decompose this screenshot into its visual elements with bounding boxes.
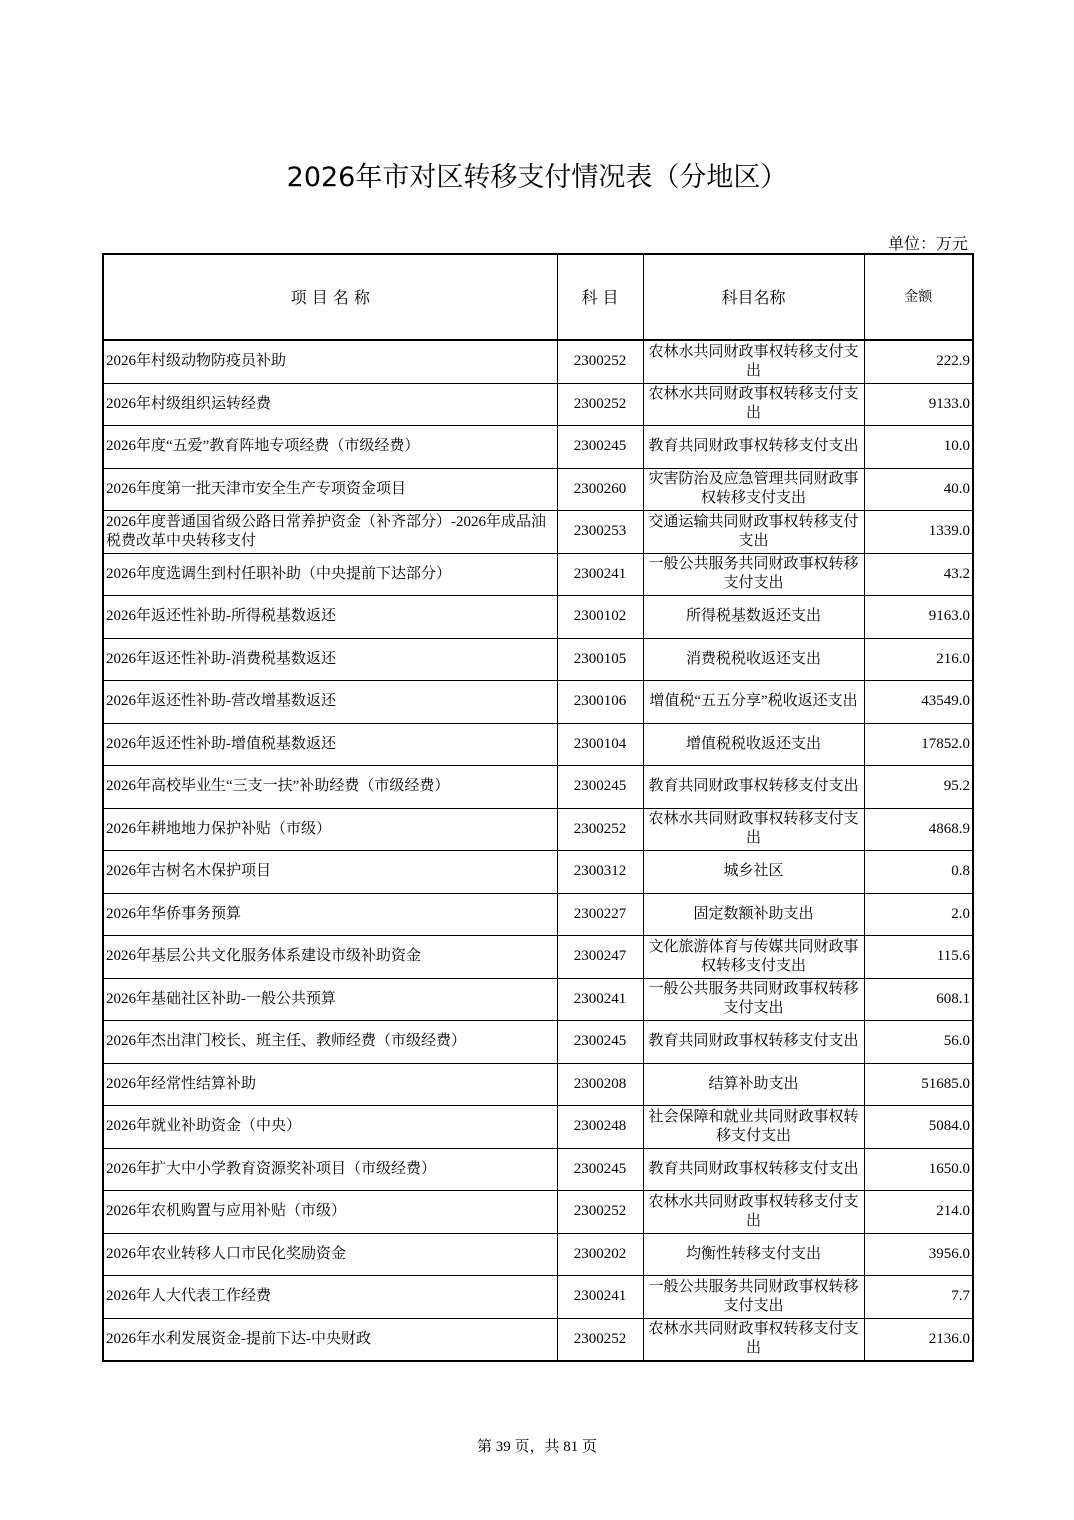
subject-code-cell: 2300245 — [557, 426, 643, 469]
subject-name-cell: 城乡社区 — [643, 851, 864, 894]
amount-cell: 2136.0 — [864, 1318, 973, 1361]
unit-label: 单位：万元 — [887, 236, 968, 253]
project-name-cell: 2026年度普通国省级公路日常养护资金（补齐部分）-2026年成品油税费改革中央转移支付 — [103, 511, 557, 554]
table-row — [103, 1233, 973, 1276]
subject-code-cell: 2300252 — [557, 1318, 643, 1361]
subject-name-cell: 农林水共同财政事权转移支付支出 — [643, 1191, 864, 1234]
table-row — [103, 681, 973, 724]
amount-cell: 10.0 — [864, 426, 973, 469]
subject-name-cell: 农林水共同财政事权转移支付支出 — [643, 808, 864, 851]
subject-code-cell: 2300245 — [557, 1021, 643, 1064]
project-name-cell: 2026年基层公共文化服务体系建设市级补助资金 — [103, 936, 557, 979]
subject-code-cell: 2300102 — [557, 596, 643, 639]
project-name-cell: 2026年华侨事务预算 — [103, 893, 557, 936]
amount-cell: 43549.0 — [864, 681, 973, 724]
subject-code-cell: 2300247 — [557, 936, 643, 979]
table-row — [103, 638, 973, 681]
table-row — [103, 723, 973, 766]
project-name-cell: 2026年杰出津门校长、班主任、教师经费（市级经费） — [103, 1021, 557, 1064]
amount-cell: 3956.0 — [864, 1233, 973, 1276]
project-name-cell: 2026年度选调生到村任职补助（中央提前下达部分） — [103, 553, 557, 596]
header-amount: 金额 — [864, 254, 973, 340]
project-name-cell: 2026年农机购置与应用补贴（市级） — [103, 1191, 557, 1234]
subject-name-cell: 社会保障和就业共同财政事权转移支付支出 — [643, 1106, 864, 1149]
subject-code-cell: 2300241 — [557, 553, 643, 596]
amount-cell: 7.7 — [864, 1276, 973, 1319]
page-title: 2026年市对区转移支付情况表（分地区） — [286, 162, 788, 193]
project-name-cell: 2026年高校毕业生“三支一扶”补助经费（市级经费） — [103, 766, 557, 809]
subject-name-cell: 消费税税收返还支出 — [643, 638, 864, 681]
amount-cell: 9133.0 — [864, 383, 973, 426]
subject-code-cell: 2300248 — [557, 1106, 643, 1149]
project-name-cell: 2026年村级动物防疫员补助 — [103, 340, 557, 383]
table-row — [103, 851, 973, 894]
subject-code-cell: 2300312 — [557, 851, 643, 894]
subject-name-cell: 一般公共服务共同财政事权转移支付支出 — [643, 978, 864, 1021]
table-row — [103, 1318, 973, 1361]
subject-name-cell: 均衡性转移支付支出 — [643, 1233, 864, 1276]
amount-cell: 9163.0 — [864, 596, 973, 639]
amount-cell: 4868.9 — [864, 808, 973, 851]
subject-name-cell: 农林水共同财政事权转移支付支出 — [643, 1318, 864, 1361]
table-row — [103, 978, 973, 1021]
subject-code-cell: 2300105 — [557, 638, 643, 681]
subject-code-cell: 2300227 — [557, 893, 643, 936]
table-row — [103, 1063, 973, 1106]
subject-name-cell: 增值税“五五分享”税收返还支出 — [643, 681, 864, 724]
subject-name-cell: 教育共同财政事权转移支付支出 — [643, 1021, 864, 1064]
table-row — [103, 383, 973, 426]
table-row — [103, 766, 973, 809]
project-name-cell: 2026年返还性补助-所得税基数返还 — [103, 596, 557, 639]
subject-name-cell: 一般公共服务共同财政事权转移支付支出 — [643, 1276, 864, 1319]
amount-cell: 115.6 — [864, 936, 973, 979]
subject-name-cell: 灾害防治及应急管理共同财政事权转移支付支出 — [643, 468, 864, 511]
table-row — [103, 893, 973, 936]
amount-cell: 40.0 — [864, 468, 973, 511]
subject-code-cell: 2300245 — [557, 1148, 643, 1191]
subject-code-cell: 2300208 — [557, 1063, 643, 1106]
amount-cell: 5084.0 — [864, 1106, 973, 1149]
subject-code-cell: 2300253 — [557, 511, 643, 554]
subject-name-cell: 教育共同财政事权转移支付支出 — [643, 426, 864, 469]
subject-code-cell: 2300241 — [557, 1276, 643, 1319]
subject-code-cell: 2300106 — [557, 681, 643, 724]
table-row — [103, 1276, 973, 1319]
subject-code-cell: 2300260 — [557, 468, 643, 511]
subject-code-cell: 2300252 — [557, 383, 643, 426]
table-header — [103, 254, 973, 340]
amount-cell: 222.9 — [864, 340, 973, 383]
table-row — [103, 340, 973, 383]
header-subject-name: 科目名称 — [643, 254, 864, 340]
project-name-cell: 2026年村级组织运转经费 — [103, 383, 557, 426]
project-name-cell: 2026年人大代表工作经费 — [103, 1276, 557, 1319]
table-row — [103, 936, 973, 979]
subject-name-cell: 文化旅游体育与传媒共同财政事权转移支付支出 — [643, 936, 864, 979]
project-name-cell: 2026年古树名木保护项目 — [103, 851, 557, 894]
table-row — [103, 1021, 973, 1064]
subject-name-cell: 所得税基数返还支出 — [643, 596, 864, 639]
subject-name-cell: 增值税税收返还支出 — [643, 723, 864, 766]
subject-name-cell: 农林水共同财政事权转移支付支出 — [643, 383, 864, 426]
amount-cell: 608.1 — [864, 978, 973, 1021]
page-number: 第 39 页，共 81 页 — [476, 1439, 597, 1455]
project-name-cell: 2026年返还性补助-营改增基数返还 — [103, 681, 557, 724]
subject-code-cell: 2300252 — [557, 808, 643, 851]
subject-name-cell: 教育共同财政事权转移支付支出 — [643, 766, 864, 809]
subject-code-cell: 2300252 — [557, 340, 643, 383]
subject-name-cell: 一般公共服务共同财政事权转移支付支出 — [643, 553, 864, 596]
table-row — [103, 511, 973, 554]
project-name-cell: 2026年农业转移人口市民化奖励资金 — [103, 1233, 557, 1276]
table-row — [103, 1148, 973, 1191]
amount-cell: 214.0 — [864, 1191, 973, 1234]
subject-name-cell: 农林水共同财政事权转移支付支出 — [643, 340, 864, 383]
table-row — [103, 468, 973, 511]
amount-cell: 51685.0 — [864, 1063, 973, 1106]
project-name-cell: 2026年基础社区补助-一般公共预算 — [103, 978, 557, 1021]
amount-cell: 2.0 — [864, 893, 973, 936]
table-row — [103, 1191, 973, 1234]
subject-name-cell: 交通运输共同财政事权转移支付支出 — [643, 511, 864, 554]
project-name-cell: 2026年耕地地力保护补贴（市级） — [103, 808, 557, 851]
subject-name-cell: 结算补助支出 — [643, 1063, 864, 1106]
project-name-cell: 2026年经常性结算补助 — [103, 1063, 557, 1106]
table-row — [103, 426, 973, 469]
table-row — [103, 596, 973, 639]
amount-cell: 17852.0 — [864, 723, 973, 766]
project-name-cell: 2026年返还性补助-消费税基数返还 — [103, 638, 557, 681]
transfer-payment-table — [102, 253, 974, 1362]
project-name-cell: 2026年扩大中小学教育资源奖补项目（市级经费） — [103, 1148, 557, 1191]
subject-name-cell: 固定数额补助支出 — [643, 893, 864, 936]
amount-cell: 1339.0 — [864, 511, 973, 554]
project-name-cell: 2026年水利发展资金-提前下达-中央财政 — [103, 1318, 557, 1361]
project-name-cell: 2026年度“五爱”教育阵地专项经费（市级经费） — [103, 426, 557, 469]
amount-cell: 95.2 — [864, 766, 973, 809]
header-subject-code: 科 目 — [557, 254, 643, 340]
project-name-cell: 2026年度第一批天津市安全生产专项资金项目 — [103, 468, 557, 511]
table-row — [103, 808, 973, 851]
project-name-cell: 2026年返还性补助-增值税基数返还 — [103, 723, 557, 766]
subject-code-cell: 2300245 — [557, 766, 643, 809]
amount-cell: 43.2 — [864, 553, 973, 596]
table-row — [103, 553, 973, 596]
subject-code-cell: 2300104 — [557, 723, 643, 766]
table-row — [103, 1106, 973, 1149]
subject-code-cell: 2300202 — [557, 1233, 643, 1276]
project-name-cell: 2026年就业补助资金（中央） — [103, 1106, 557, 1149]
subject-code-cell: 2300241 — [557, 978, 643, 1021]
subject-name-cell: 教育共同财政事权转移支付支出 — [643, 1148, 864, 1191]
header-project-name: 项 目 名 称 — [103, 254, 557, 340]
amount-cell: 1650.0 — [864, 1148, 973, 1191]
subject-code-cell: 2300252 — [557, 1191, 643, 1234]
amount-cell: 0.8 — [864, 851, 973, 894]
amount-cell: 216.0 — [864, 638, 973, 681]
amount-cell: 56.0 — [864, 1021, 973, 1064]
